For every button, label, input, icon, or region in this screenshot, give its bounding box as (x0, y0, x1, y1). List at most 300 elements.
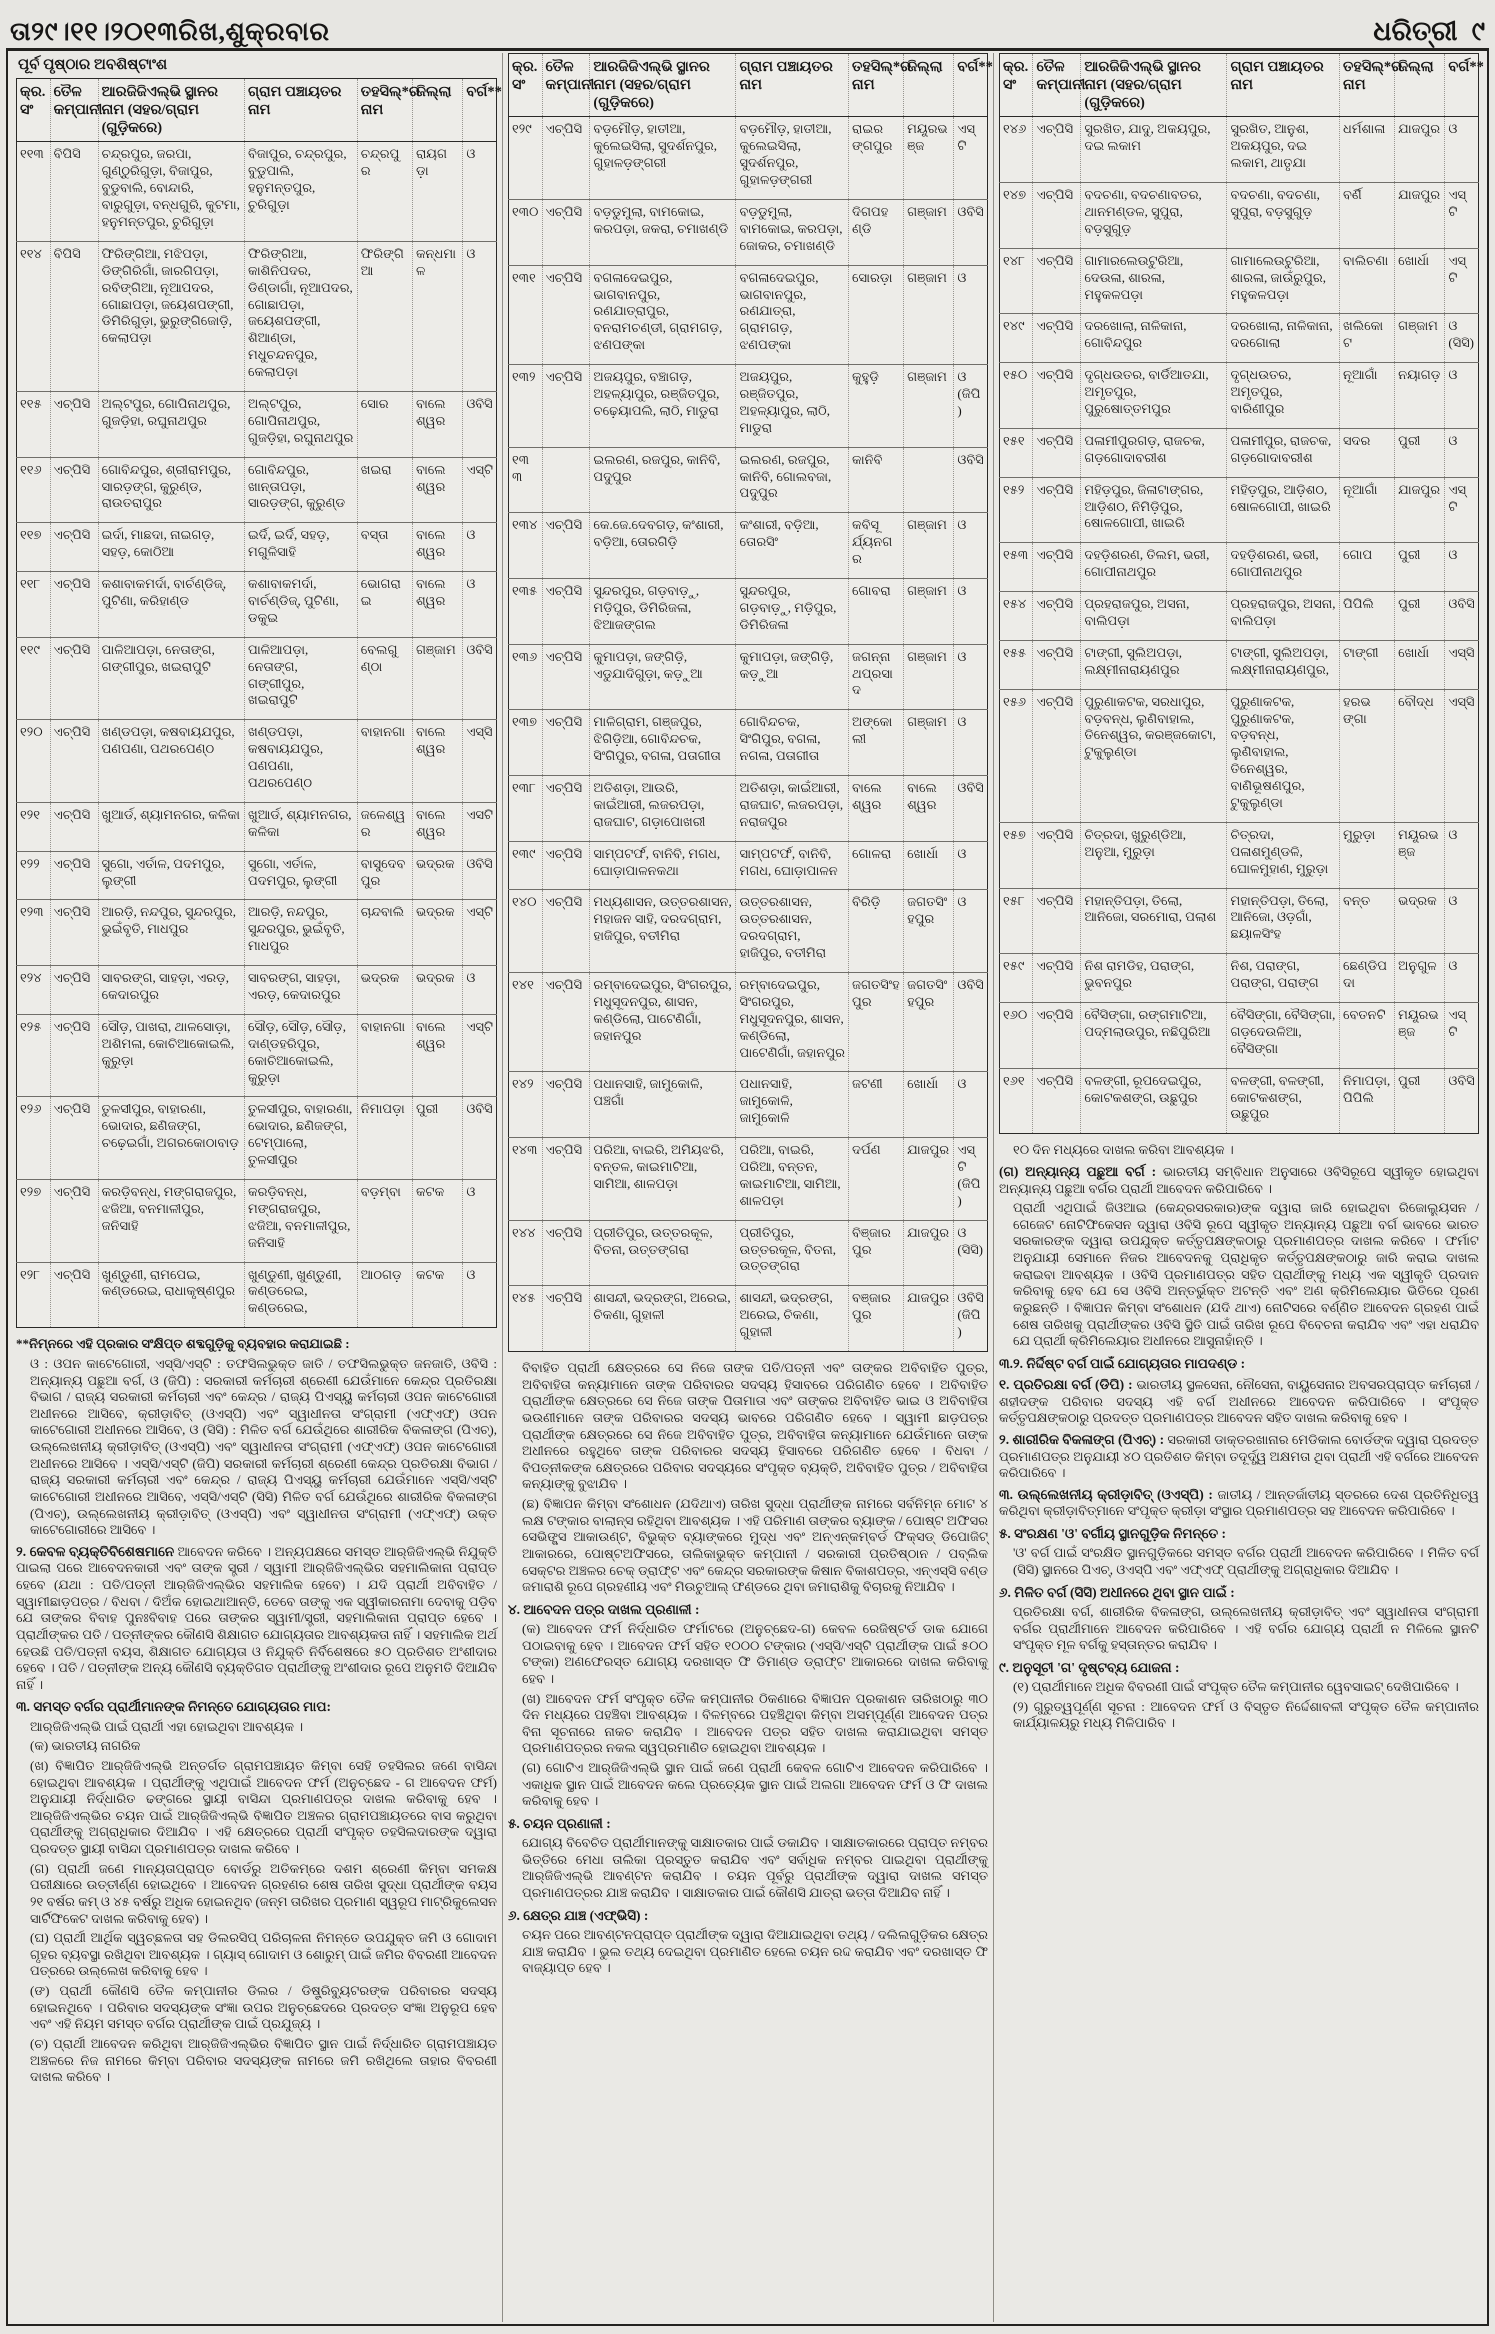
section-heading: ୬. ମିଳିତ ବର୍ଗ (ସିସି) ଅଧୀନରେ ଥିବା ସ୍ଥାନ ପାଇଁ : (998, 1584, 1235, 1600)
cell-tahasil-name: ବର୍ଣି (1340, 183, 1395, 249)
cell-oil-company: ଏଚ୍‌ପିସି (542, 973, 590, 1072)
cell-category: ଏସ୍‌ଟି (463, 900, 497, 966)
table-header-row (17, 79, 497, 142)
column-left (11, 53, 502, 2322)
cell-gram-panchayat-names: ବଗଳାଦେଇପୁର, ଭାଗବାନପୁର, ରଣଯାତ୍ରା, ଗ୍ରାମଗଡ଼, ଝଣପଙ୍କା (736, 265, 849, 364)
cell-serial-number: ୧୫୯ (999, 954, 1033, 1003)
cell-gram-panchayat-names: ଅଲ୍ଟପୁର, ଗୋପିନାଥପୁର, ଗୁଜଡ଼ିହା, ରଘୁନାଥପୁର (244, 391, 357, 457)
cell-serial-number: ୧୨୨ (17, 851, 51, 900)
table-row (999, 543, 1478, 592)
cell-serial-number: ୧୪୪ (508, 1220, 542, 1286)
table-row (999, 954, 1478, 1003)
footnote-paragraph: (ଙ) ପ୍ରାର୍ଥୀ କୌଣସି ତୈଳ କମ୍ପାନୀର ଡିଲର / ଡିଷ୍ଟ୍ରିବ୍ୟୁଟରଙ୍କ ପରିବାରର ସଦସ୍ୟ ହୋଇନଥିବେ । ପରିବାର ସଦସ୍ୟଙ୍କ ସଂଜ୍ଞା ଉପର ଅନୁଚ୍ଛେଦରେ ପ୍ରଦତ୍ତ ସଂଜ୍ଞା ଅନୁରୂପ ହେବ ଏବଂ ଏହି ନିୟମ ସମସ୍ତ ବର୍ଗର ପ୍ରାର୍ଥୀଙ୍କ ପାଇଁ ପ୍ରଯୁଜ୍ୟ । (30, 1983, 497, 2032)
cell-tahasil-name: ଖଇରା (357, 457, 412, 523)
cell-serial-number: ୧୨୮ (17, 1262, 51, 1328)
cell-district: ଗଞ୍ଜାମ (904, 710, 954, 776)
table-row (508, 513, 987, 579)
cell-district: ଭଦ୍ରକ (1395, 888, 1445, 954)
cell-district: ନୟାଗଡ଼ (1395, 363, 1445, 429)
cell-oil-company: ଏଚ୍‌ପିସି (50, 1097, 98, 1180)
cell-category: ଓବିସି (954, 775, 988, 841)
cell-oil-company: ଏଚ୍‌ପିସି (50, 523, 98, 572)
cell-district: ଗଞ୍ଜାମ (1395, 314, 1445, 363)
cell-category: ଓ (ଜିପି) (954, 365, 988, 448)
cell-serial-number: ୧୬୧ (999, 1068, 1033, 1134)
section-heading: ୯. ଅନୁସୂଚୀ 'ଗ' ଦୃଷ୍ଟବ୍ୟ ଯୋଜନା : (998, 1659, 1180, 1675)
footnote-paragraph: (ଖ) ବିଜ୍ଞାପିତ ଆର୍‌ଜିଜିଏଲ୍‌ଭି ଅନ୍ତର୍ଗତ ଗ୍ରାମପଞ୍ଚାୟତ କିମ୍ବା ସେହି ତହସିଲର ଜଣେ ବାସିନ୍ଦା ହୋଇଥିବା ଆବଶ୍ୟକ । ପ୍ରାର୍ଥୀଙ୍କୁ ଏଥିପାଇଁ ଆବେଦନ ଫର୍ମ (ଅନୁଚ୍ଛେଦ - ଗ ଆବେଦନ ଫର୍ମ) ଅନୁଯାୟୀ ନିର୍ଦ୍ଧାରିତ ଢଙ୍ଗରେ ସ୍ଥାୟୀ ବାସିନ୍ଦା ପ୍ରମାଣପତ୍ର ଦାଖଲ କରିବାକୁ ହେବ । ଆର୍‌ଜିଜିଏଲ୍‌ଭିର ଚୟନ ପାଇଁ ଆର୍‌ଜିଜିଏଲ୍‌ଭି ବିଜ୍ଞାପିତ ଅଞ୍ଚଳର ଗ୍ରାମପଞ୍ଚାୟତରେ ବାସ କରୁଥିବା ପ୍ରାର୍ଥୀଙ୍କୁ ଅଗ୍ରାଧିକାର ଦିଆଯିବ । ଏହି କ୍ଷେତ୍ରରେ ପ୍ରାର୍ଥୀ ସଂପୃକ୍ତ ତହସିଲଦାରଙ୍କ ଦ୍ୱାରା ପ୍ରଦତ୍ତ ସ୍ଥାୟୀ ବାସିନ୍ଦା ପ୍ରମାଣପତ୍ର ଦାଖଲ କରିବେ । (30, 1757, 497, 1857)
table-row (508, 775, 987, 841)
cell-gram-panchayat-names: କଂଶାରୀ, ବଡ଼ିଆ, ତୋରସିଂ (736, 513, 849, 579)
cell-category: ଏସ୍‌ଟି (1445, 248, 1479, 314)
cell-rgglv-place-names: ଦହଡ଼ିଶରଣ, ତିଲମ, ଭରୀ, ଗୋପୀନାଥପୁର (1081, 543, 1227, 592)
cell-serial-number: ୧୩୯ (508, 841, 542, 890)
cell-oil-company: ଏଚ୍‌ପିସି (542, 578, 590, 644)
table-row (508, 1072, 987, 1138)
cell-category: ଏସଟି (463, 802, 497, 851)
cell-oil-company: ଏଚ୍‌ପିସି (542, 710, 590, 776)
cell-category: ଏସ୍‌ଟି (954, 117, 988, 200)
cell-category: ଓ (463, 966, 497, 1015)
cell-gram-panchayat-names: ଦରଖୋଲା, ନାଳିକାନା, ଦରଗୋଲା (1227, 314, 1340, 363)
cell-district: ଖୋର୍ଧା (904, 841, 954, 890)
cell-gram-panchayat-names: ବଡ଼ଡୁମୁଲା, ବାମକୋଇ, କରପଡ଼ା, ଜୋକର, ଚମାଖଣ୍ଡି (736, 199, 849, 265)
cell-gram-panchayat-names: ଆରଡ଼ି, ନନ୍ଦପୁର, ସୁନ୍ଦରପୁର, ଭୁଇଁବୃତି, ମାଧପୁର (244, 900, 357, 966)
cell-district: ଯାଜପୁର (904, 1286, 954, 1352)
cell-gram-panchayat-names: ସୁଗୋ, ଏର୍ତାଳ, ପଦମପୁର, ଲୁଙ୍ଗୀ (244, 851, 357, 900)
cell-rgglv-place-names: ଗାମାରଲେଉଟୁରିଆ, ଦେଉଳା, ଶାରଳା, ମହୁକଳପଡ଼ା (1081, 248, 1227, 314)
cell-rgglv-place-names: ଚିତ୍ରଦା, ଖୁରୁଣ୍ଡିଆ, ଅନୁଆ, ମୁରୁଡ଼ା (1081, 822, 1227, 888)
cell-gram-panchayat-names: ବଳଙ୍ଗୀ, ବଳଙ୍ଗୀ, କୋଟକଶଙ୍ଗ, ଉଛୁପୁର (1227, 1068, 1340, 1134)
table-row (999, 183, 1478, 249)
cell-gram-panchayat-names: ଉତ୍ତରଶାସନ, ଉତ୍ତରଶାସନ, ଦରଦଗ୍ରାମ, ହାଜିପୁର, ବତୀମିରା (736, 890, 849, 973)
cell-gram-panchayat-names: ସାବରଙ୍ଗ, ସାହଡ଼ା, ଏରଡ଼, କେଦାରପୁର (244, 966, 357, 1015)
cell-gram-panchayat-names: ପ୍ରୀତିପୁର, ଉତ୍ତରକୂଳ, ବିତନା, ଉତ୍ତଙ୍ଗରା (736, 1220, 849, 1286)
cell-gram-panchayat-names: ଇଲରଣ, ରଜପୁର, କାନିବି, ଗୋଲବଜା, ପଦୁପୁର (736, 447, 849, 513)
inline-heading: ୨. କେବଳ ବ୍ୟକ୍ତିବିଶେଷମାନେ (16, 1543, 175, 1559)
cell-tahasil-name: ବାଲେଶ୍ୱର (849, 775, 904, 841)
cell-tahasil-name: ଗୋଳରା (849, 841, 904, 890)
cell-rgglv-place-names: ଖୁଆର୍ଡ, ଶ୍ୟାମନଗର, କଳିକା (98, 802, 244, 851)
table-row (17, 966, 497, 1015)
cell-oil-company: ଏଚ୍‌ପିସି (542, 644, 590, 710)
cell-category: ଓ (1445, 543, 1479, 592)
cell-rgglv-place-names: ଆରଡ଼ି, ନନ୍ଦପୁର, ସୁନ୍ଦରପୁର, ଭୁଇଁବୃତି, ମାଧପୁର (98, 900, 244, 966)
cell-serial-number: ୧୬୦ (999, 1003, 1033, 1069)
column-header: କ୍ର. ସଂ (999, 54, 1033, 117)
cell-serial-number: ୧୨୩ (17, 900, 51, 966)
cell-gram-panchayat-names: ନିଶ, ପରାଙ୍ଗ, ପରାଙ୍ଗ, ପରାଙ୍ଗ (1227, 954, 1340, 1003)
cell-category: ଓ (463, 1180, 497, 1263)
table-row (999, 363, 1478, 429)
table-row (17, 637, 497, 720)
cell-category: ଓବିସି (ଜିପି) (954, 1286, 988, 1352)
cell-gram-panchayat-names: ଦହଡ଼ିଶରଣ, ଭରୀ, ଗୋପୀନାଥପୁର (1227, 543, 1340, 592)
section-heading: ୩.୨. ନିର୍ଦ୍ଦିଷ୍ଟ ବର୍ଗ ପାଇଁ ଯୋଗ୍ୟତାର ମାପଦଣ୍ଡ : (998, 1355, 1246, 1371)
column-header: ଗ୍ରାମ ପଞ୍ଚାୟତର ନାମ (244, 79, 357, 142)
cell-district: ବାଲେଶ୍ୱର (412, 802, 462, 851)
cell-rgglv-place-names: କେ.ଜେ.ଦେବଗଡ଼, କଂଶାରୀ, ବଡ଼ିଆ, ତୋରଗିଡ଼ି (590, 513, 736, 579)
cell-gram-panchayat-names: ଦୃଗ୍ଧଉତର, ଅମୃତପୁର, ବାରିଣୀପୁର (1227, 363, 1340, 429)
cell-tahasil-name: କବିସୂର୍ଯ୍ୟନଗର (849, 513, 904, 579)
date-line: ତା୨୯।୧୧।୨୦୧୩ରିଖ,ଶୁକ୍ରବାର (10, 17, 330, 46)
footnote-paragraph: 'ଓ' ବର୍ଗ ପାଇଁ ସଂରକ୍ଷିତ ସ୍ଥାନଗୁଡ଼ିକରେ ସମସ୍ତ ବର୍ଗର ପ୍ରାର୍ଥୀ ଆବେଦନ କରିପାରିବେ । ମିଳିତ ବର୍ଗ (ସିସି) ସ୍ଥାନରେ ପିଏଚ୍, ଓଏସ୍‌ପି ଏବଂ ଏଫ୍‌ଏଫ୍ ପ୍ରାର୍ଥୀଙ୍କୁ ଅଗ୍ରାଧିକାର ଦିଆଯିବ । (1012, 1545, 1479, 1577)
table-row (508, 1220, 987, 1286)
cell-district: ଗଞ୍ଜାମ (412, 637, 462, 720)
cell-oil-company: ଏଚ୍‌ପିସି (1033, 592, 1081, 641)
cell-oil-company: ଏଚ୍‌ପିସି (50, 802, 98, 851)
cell-gram-panchayat-names: ପାଳିଆପଡ଼ା, ନେତାଙ୍ଗ, ଗଙ୍ଗୀପୁର, ଖଇରାପୁଟି (244, 637, 357, 720)
cell-district: ବାଲେଶ୍ୱର (904, 775, 954, 841)
cell-rgglv-place-names: ବଳଙ୍ଗୀ, ରୂପଦେଇପୁର, କୋଟକଶଙ୍ଗ, ଉଛୁପୁର (1081, 1068, 1227, 1134)
cell-oil-company: ଏଚ୍‌ପିସି (542, 1286, 590, 1352)
section-heading: ୪. ଆବେଦନ ପତ୍ର ଦାଖଲ ପ୍ରଣାଳୀ : (507, 1601, 700, 1617)
cell-district: କଟକ (412, 1180, 462, 1263)
cell-district: ବାଲେଶ୍ୱର (412, 391, 462, 457)
cell-tahasil-name: କୁହୁଡ଼ି (849, 365, 904, 448)
cell-category: ଓବିସି (463, 851, 497, 900)
cell-serial-number: ୧୩୮ (508, 775, 542, 841)
footnote-paragraph: (ଚ) ପ୍ରାର୍ଥୀ ଆବେଦନ କରିଥିବା ଆର୍‌ଜିଜିଏଲ୍‌ଭିର ବିଜ୍ଞାପିତ ସ୍ଥାନ ପାଇଁ ନିର୍ଦ୍ଧାରିତ ଗ୍ରାମପଞ୍ଚାୟତ ଅଞ୍ଚଳରେ ନିଜ ନାମରେ କିମ୍ବା ପରିବାର ସଦସ୍ୟଙ୍କ ନାମରେ ଜମି ରଖିଥିଲେ ତାହାର ବିବରଣୀ ଦାଖଲ କରିବେ । (30, 2035, 497, 2085)
cell-oil-company: ଏଚ୍‌ପିସି (542, 117, 590, 200)
cell-oil-company: ଏଚ୍‌ପିସି (50, 637, 98, 720)
cell-oil-company: ଏଚ୍‌ପିସି (1033, 428, 1081, 477)
cell-category: ଓବିସି (1445, 1068, 1479, 1134)
column-header: ଆରଜିଜିଏଲ୍‌ଭି ସ୍ଥାନର ନାମ (ସହର/ଗ୍ରାମ (ଗୁଡ଼ିକରେ) (1081, 54, 1227, 117)
table-row (999, 117, 1478, 183)
cell-serial-number: ୧୪୩ (508, 1138, 542, 1221)
cell-district: ଗଞ୍ଜାମ (904, 199, 954, 265)
cell-serial-number: ୧୫୨ (999, 477, 1033, 543)
footnote-paragraph: (ଛ) ବିଜ୍ଞାପନ କିମ୍ବା ସଂଶୋଧନ (ଯଦିଥାଏ) ତାରିଖ ସୁଦ୍ଧା ପ୍ରାର୍ଥୀଙ୍କ ନାମରେ ସର୍ବନିମ୍ନ ମୋଟ ୪ ଲକ୍ଷ ଟଙ୍କାର ବାଲାନ୍ସ ରହିଥିବା ଆବଶ୍ୟକ । ଏହି ପରିମାଣ ତାଙ୍କର ବ୍ୟାଙ୍କ / ପୋଷ୍ଟ ଅଫିସର ସେଭିଙ୍ଗ୍ସ ଆକାଉଣ୍ଟ, ବିଭୁକ୍ତ ବ୍ୟାଙ୍କରେ ମୁଦ୍ଧ ଏବଂ ଅନ୍‌ଏନ୍‌କମ୍ବର୍ଡ ଫିକ୍ସଡ୍ ଡିପୋଜିଟ୍ ଆକାରରେ, ପୋଷ୍ଟଅଫିସରେ, ତାଲିକାଭୁକ୍ତ କମ୍ପାନୀ / ସରକାରୀ ପ୍ରତିଷ୍ଠାନ / ପବ୍ଲିକ ସେକ୍ଟର ଅଞ୍ଚଳର ଚେକ୍ ଡ୍ରାଫ୍ଟ ଏବଂ କେନ୍ଦ୍ର ସରକାରଙ୍କ କିଷାନ ବିକାଶପତ୍ର, ଏନ୍‌ଏସ୍‌ସି ବଣ୍ଡ ଜମାରାଶି ରୂପେ ଗ୍ରହଣୀୟ ଏବଂ ମିଉଚୁଆଲ୍ ଫଣ୍ଡରେ ଥିବା ଜମାରାଶିକୁ ବିଚାରକୁ ନିଆଯିବ । (521, 1496, 988, 1595)
cell-serial-number: ୧୪୮ (999, 248, 1033, 314)
cell-district: ଭଦ୍ରକ (412, 900, 462, 966)
cell-district: ଖୋର୍ଧା (1395, 248, 1445, 314)
cell-tahasil-name: ଜଳେଶ୍ୱର (357, 802, 412, 851)
table-row (17, 1097, 497, 1180)
cell-serial-number: ୧୪୯ (999, 314, 1033, 363)
table-row (999, 689, 1478, 822)
cell-category: ଓବିସି (954, 199, 988, 265)
cell-serial-number: ୧୧୫ (17, 391, 51, 457)
cell-rgglv-place-names: ପୁରୁଣାକଟକ, ସରଧାପୁର, ବଡ଼ବନ୍ଧ, ଲୁଣିବାହାଲ, ତିନେଶ୍ୱର, କରଞ୍ଜକୋଟା, ଟୁକୁଲୁଣ୍ଡା (1081, 689, 1227, 822)
column-header: ଜିଲ୍ଲା (904, 54, 954, 117)
cell-oil-company: ଏଚ୍‌ପିସି (542, 513, 590, 579)
cell-category: ଓ (463, 1262, 497, 1328)
table-row (999, 428, 1478, 477)
footnote-paragraph: (ଗ) ଗୋଟିଏ ଆର୍‌ଜିଜିଏଲ୍‌ଭି ସ୍ଥାନ ପାଇଁ ଜଣେ ପ୍ରାର୍ଥୀ କେବଳ ଗୋଟିଏ ଆବେଦନ କରିପାରିବେ । ଏକାଧିକ ସ୍ଥାନ ପାଇଁ ଆବେଦନ କଲେ ପ୍ରତ୍ୟେକ ସ୍ଥାନ ପାଇଁ ଅଲଗା ଆବେଦନ ଫର୍ମ ଓ ଫି ଦାଖଲ କରିବାକୁ ହେବ । (521, 1760, 988, 1809)
cell-serial-number: ୧୫୫ (999, 640, 1033, 689)
cell-rgglv-place-names: ଇର୍ଦା, ମାଛଦା, ନାଇଗଡ଼, ସହଡ଼, କୋଠିଆ (98, 523, 244, 572)
cell-rgglv-place-names: ଫିରିଙ୍ଗିଆ, ମଝିପଡ଼ା, ଡିଙ୍ଗିରିଗାଁ, ଜାରଗିପଡ଼ା, ରବିଙ୍ଗିଆ, ନୂଆପଦର, ଗୋଛାପଡ଼ା, ଜୟେଶପଙ୍ଗୀ, ଡିମିରିଗୁଡ଼ା, ଭୁରୁଙ୍ଗିଜୋଡ଼ି, କେଲାପଡ଼ା (98, 241, 244, 391)
cell-category: ଏସ୍‌ଟି (1445, 1003, 1479, 1069)
cell-rgglv-place-names: ଅତିଶଡ଼ା, ଆଉରି, କାଇଁଆରୀ, ଲଜରପଡ଼ା, ରାଜଘାଟ, ଗଡ଼ାପୋଖରୀ (590, 775, 736, 841)
announcement-box (6, 48, 1489, 2326)
cell-category: ଏସ୍‌ଟି (1445, 477, 1479, 543)
table-row (508, 644, 987, 710)
cell-oil-company: ଏଚ୍‌ପିସି (542, 265, 590, 364)
cell-rgglv-place-names: ମହିଡ଼ପୁର, ଜିଳାଟାଙ୍ଗର, ଆଡ଼ିଶଠ, ନିମିଡ଼ିପୁର, ଷୋଳଗୋପୀ, ଖାଇରି (1081, 477, 1227, 543)
cell-rgglv-place-names: ପ୍ରୀତିପୁର, ଉତ୍ତରକୂଳ, ବିତନା, ଉତ୍ତଙ୍ଗରା (590, 1220, 736, 1286)
section-heading: ୫. ସଂରକ୍ଷଣ 'ଓ' ବର୍ଗୀୟ ସ୍ଥାନଗୁଡ଼ିକ ନିମନ୍ତେ : (998, 1526, 1227, 1542)
cell-category: ଏସ୍‌ସି (463, 720, 497, 803)
table-row (508, 1286, 987, 1352)
cell-oil-company: ଏଚ୍‌ପିସି (50, 966, 98, 1015)
cell-tahasil-name: ଆଠଗଡ଼ (357, 1262, 412, 1328)
table-host-left (16, 78, 502, 1328)
column-header: ଆରଜିଜିଏଲ୍‌ଭି ସ୍ଥାନର ନାମ (ସହର/ଗ୍ରାମ (ଗୁଡ଼ିକରେ) (98, 79, 244, 142)
cell-oil-company: ଏଚ୍‌ପିସି (542, 365, 590, 448)
rgglv-table-middle (508, 53, 993, 1352)
footnote-paragraph: ଚୟନ ପରେ ଆବଣ୍ଟନପ୍ରାପ୍ତ ପ୍ରାର୍ଥୀଙ୍କ ଦ୍ୱାରା ଦିଆଯାଇଥିବା ତଥ୍ୟ / ଦଲିଲଗୁଡ଼ିକର କ୍ଷେତ୍ର ଯାଞ୍ଚ କରାଯିବ । ଭୁଲ ତଥ୍ୟ ଦେଇଥିବା ପ୍ରମାଣିତ ହେଲେ ଚୟନ ରଦ୍ଦ କରାଯିବ ଏବଂ ଦରଖାସ୍ତ ଫି ବାଜ୍ୟାପ୍ତ ହେବ । (521, 1926, 988, 1976)
cell-tahasil-name: ବସ୍ତା (357, 523, 412, 572)
cell-rgglv-place-names: ଇଲରଣ, ରଜପୁର, କାନିବି, ପଦୁପୁର (590, 447, 736, 513)
cell-oil-company: ଏଚ୍‌ପିସି (1033, 117, 1081, 183)
footnote-paragraph: ୧. ପ୍ରତିରକ୍ଷା ବର୍ଗ (ଡିପି) : ଭାରତୀୟ ସ୍ଥଳସେନା, ନୌସେନା, ବାୟୁସେନାର ଅବସରପ୍ରାପ୍ତ କର୍ମଚାରୀ / ଶହୀଦଙ୍କ ପରିବାର ସଦସ୍ୟ ଏହି ବର୍ଗ ଅଧୀନରେ ଆବେଦନ କରିପାରିବେ । ସଂପୃକ୍ତ କର୍ତ୍ତୃପକ୍ଷଙ୍କଠାରୁ ପ୍ରଦତ୍ତ ପ୍ରମାଣପତ୍ର ଆବେଦନ ସହିତ ଦାଖଲ କରିବାକୁ ହେବ । (998, 1377, 1479, 1426)
cell-serial-number: ୧୪୫ (508, 1286, 542, 1352)
table-row (999, 314, 1478, 363)
cell-rgglv-place-names: ତୁଳସୀପୁର, ବାହାରଣା, ଭୋଦାର, ଛଣିଜଙ୍ଗ, ଚଢ଼େଇଗାଁ, ଅଗରକୋଠାବାଡ଼ (98, 1097, 244, 1180)
cell-serial-number: ୧୫୪ (999, 592, 1033, 641)
cell-serial-number: ୧୧୯ (17, 637, 51, 720)
table-row (17, 900, 497, 966)
cell-serial-number: ୧୨୦ (17, 720, 51, 803)
column-header: କ୍ର. ସଂ (17, 79, 51, 142)
table-host-middle (508, 53, 993, 1352)
cell-serial-number: ୧୫୧ (999, 428, 1033, 477)
cell-district: ଯାଜପୁର (904, 1138, 954, 1221)
cell-tahasil-name: ହରଭଙ୍ଗା (1340, 689, 1395, 822)
cell-rgglv-place-names: ପ୍ରହରାଜପୁର, ଅସନା, ବାଲିପଡ଼ା (1081, 592, 1227, 641)
cell-gram-panchayat-names: କୁମାପଡ଼ା, ଜଙ୍ଗିଡ଼ି, କଡ଼ୁଆ (736, 644, 849, 710)
footnote-paragraph: ଯୋଗ୍ୟ ବିବେଚିତ ପ୍ରାର୍ଥୀମାନଙ୍କୁ ସାକ୍ଷାତକାର ପାଇଁ ଡକାଯିବ । ସାକ୍ଷାତକାରରେ ପ୍ରାପ୍ତ ନମ୍ବର ଭିତ୍ତିରେ ମେଧା ତାଲିକା ପ୍ରସ୍ତୁତ କରାଯିବ ଏବଂ ସର୍ବାଧିକ ନମ୍ବର ପାଇଥିବା ପ୍ରାର୍ଥୀଙ୍କୁ ଆର୍‌ଜିଜିଏଲ୍‌ଭି ଆବଣ୍ଟନ କରାଯିବ । ଚୟନ ପୂର୍ବରୁ ପ୍ରାର୍ଥୀଙ୍କ ଦ୍ୱାରା ଦାଖଲ ସମସ୍ତ ପ୍ରମାଣପତ୍ରର ଯାଞ୍ଚ କରାଯିବ । ସାକ୍ଷାତକାର ପାଇଁ କୌଣସି ଯାତ୍ରା ଭତ୍ତା ଦିଆଯିବ ନାହିଁ । (521, 1835, 988, 1901)
cell-rgglv-place-names: ଶାସନ୍ଦୀ, ଭଦ୍ରଙ୍ଗ, ଅରେଇ, ଚିକଣା, ଗୁହାଳୀ (590, 1286, 736, 1352)
cell-tahasil-name: ଖଲିକୋଟ (1340, 314, 1395, 363)
cell-oil-company: ଏଚ୍‌ପିସି (1033, 477, 1081, 543)
cell-gram-panchayat-names: ମହିଡ଼ପୁର, ଆଡ଼ିଶଠ, ଷୋଳଗୋପୀ, ଖାଇରି (1227, 477, 1340, 543)
cell-oil-company: ଏଚ୍‌ପିସି (542, 890, 590, 973)
column-header: ଆରଜିଜିଏଲ୍‌ଭି ସ୍ଥାନର ନାମ (ସହର/ଗ୍ରାମ (ଗୁଡ଼ିକରେ) (590, 54, 736, 117)
cell-gram-panchayat-names: ପୁରୁଣାକଟକ, ପୁରୁଣାକଟକ, ବଡ଼ବନ୍ଧ, ଲୁଣିବାହାଲ, ତିନେଶ୍ୱର, ବାଣିଭୂଷଣପୁର, ଟୁକୁଲୁଣ୍ଡା (1227, 689, 1340, 822)
cell-tahasil-name: ମୁରୁଡ଼ା (1340, 822, 1395, 888)
cell-serial-number: ୧୪୭ (999, 183, 1033, 249)
cell-tahasil-name: ବାଲିଚଣା (1340, 248, 1395, 314)
table-row (17, 241, 497, 391)
cell-serial-number: ୧୧୬ (17, 457, 51, 523)
cell-category: ଓବିସି (954, 447, 988, 513)
cell-category: ଓବିସି (1445, 592, 1479, 641)
cell-tahasil-name: ନିମାପଡ଼ା, ପିପିଲି (1340, 1068, 1395, 1134)
table-header-row (999, 54, 1478, 117)
cell-district: କଟକ (412, 1262, 462, 1328)
cell-district: ବାଲେଶ୍ୱର (412, 572, 462, 638)
rgglv-table-left (16, 78, 502, 1328)
cell-district: ଖୋର୍ଧା (904, 1072, 954, 1138)
cell-district: ଯାଜପୁର (904, 1220, 954, 1286)
cell-tahasil-name: ବଞ୍ଜାରପୁର (849, 1286, 904, 1352)
cell-serial-number: ୧୩୫ (508, 578, 542, 644)
cell-oil-company: ଏଚ୍‌ପିସି (50, 1014, 98, 1097)
cell-rgglv-place-names: ସାମ୍ପଟର୍ଫ, ବାନିବି, ମଗଧ, ଘୋଡ଼ାପାଳନକଥା (590, 841, 736, 890)
column-layout (11, 53, 1484, 2322)
cell-oil-company: ଏଚ୍‌ପିସି (1033, 543, 1081, 592)
cell-rgglv-place-names: ବୈସିଙ୍ଗା, ରଙ୍ଗମାଟିଆ, ପଦ୍ମଲାଉପୁର, ନଛିପୁରିଆ (1081, 1003, 1227, 1069)
cell-rgglv-place-names: ଅଜୟପୁର, ବଞ୍ଚାଗଡ଼, ଅହଳ୍ୟାପୁର, ରଞ୍ଜିତପୁର, ଚଢ଼େୟାପଲି, ଲାଠି, ମାଡୁରା (590, 365, 736, 448)
cell-serial-number: ୧୫୩ (999, 543, 1033, 592)
cell-category: ଓ (ସିସି) (1445, 314, 1479, 363)
cell-serial-number: ୧୨୭ (17, 1180, 51, 1263)
cell-gram-panchayat-names: ଅତିଶଡ଼ା, କାଇଁଆରୀ, ରାଜଘାଟ, ଲଜରପଡ଼ା, ନରାଜପୁର (736, 775, 849, 841)
cell-tahasil-name: ନୂଆଗାଁ (1340, 477, 1395, 543)
cell-gram-panchayat-names: ଗୋବିନ୍ଦଚକ, ସିଂଗିପୁର, ବଗଳା, ନଗଳା, ପତାଗୀତା (736, 710, 849, 776)
table-row (17, 391, 497, 457)
cell-category: ଏସ୍‌ଟି (1445, 183, 1479, 249)
cell-gram-panchayat-names: ରମ୍ବାଦେଇପୁର, ସିଂଗରପୁର, ମଧୁସୂଦନପୁର, ଶାସନ, କଣ୍ଡିଲୋ, ପାଟେଣିଗାଁ, ଜହାନପୁର (736, 973, 849, 1072)
cell-rgglv-place-names: ସୁଗୋ, ଏର୍ତାଳ, ପଦମପୁର, ଲୁଙ୍ଗୀ (98, 851, 244, 900)
cell-serial-number: ୧୩୩ (508, 447, 542, 513)
table-row (17, 142, 497, 241)
cell-tahasil-name: ଗୋବରା (849, 578, 904, 644)
cell-district: ବାଲେଶ୍ୱର (412, 720, 462, 803)
cell-category: ଓ (954, 710, 988, 776)
cell-serial-number: ୧୩୪ (508, 513, 542, 579)
table-row (999, 888, 1478, 954)
cell-district: କନ୍ଧମାଳ (412, 241, 462, 391)
cell-category: ଓ (1445, 363, 1479, 429)
inline-heading: ୨. ଶାରୀରିକ ବିକଳାଙ୍ଗ (ପିଏଚ୍) : (998, 1431, 1165, 1447)
cell-tahasil-name: ବେଲଗୁଣ୍ଠା (357, 637, 412, 720)
cell-district: ଭଦ୍ରକ (412, 966, 462, 1015)
cell-gram-panchayat-names: କଶାବାକମର୍ଦା, ବାର୍ଚଣ୍ଡିଜ୍, ପୁଟିଣା, ଡକୁଇ (244, 572, 357, 638)
cell-tahasil-name: ବେତନଟି (1340, 1003, 1395, 1069)
footnote-paragraph: (ଗ) ପ୍ରାର୍ଥୀ ଜଣେ ମାନ୍ୟତାପ୍ରାପ୍ତ ବୋର୍ଡରୁ ଅତିକମ୍‌ରେ ଦଶମ ଶ୍ରେଣୀ କିମ୍ବା ସମକକ୍ଷ ପରୀକ୍ଷାରେ ଉତ୍ତୀର୍ଣ୍ଣ ହୋଇଥିବେ । ଆବେଦନ ଗ୍ରହଣର ଶେଷ ତାରିଖ ସୁଦ୍ଧା ପ୍ରାର୍ଥୀଙ୍କ ବୟସ ୨୧ ବର୍ଷର କମ୍ ଓ ୪୫ ବର୍ଷରୁ ଅଧିକ ହୋଇନଥିବ (ଜନ୍ମ ତାରିଖର ପ୍ରମାଣ ସ୍ୱରୂପ ମାଟ୍ରିକୁଲେସନ ସାର୍ଟିଫିକେଟ ଦାଖଲ କରିବାକୁ ହେବ) । (30, 1860, 497, 1926)
table-row (508, 710, 987, 776)
cell-oil-company: ଏଚ୍‌ପିସି (1033, 822, 1081, 888)
table-row (508, 1138, 987, 1221)
cell-oil-company: ଏଚ୍‌ପିସି (50, 1180, 98, 1263)
cell-serial-number: ୧୩୨ (508, 365, 542, 448)
cell-serial-number: ୧୧୩ (17, 142, 51, 241)
column-right (993, 53, 1484, 2322)
table-row (508, 447, 987, 513)
table-row (508, 890, 987, 973)
cell-gram-panchayat-names: ସୁନ୍ଦରପୁର, ଗଡ଼ବାଡ଼ୁ, ମଡ଼ିପୁର, ଡିମିରିଜଳା (736, 578, 849, 644)
table-row (17, 851, 497, 900)
cell-category: ଓ (ସିସି) (954, 1220, 988, 1286)
footnote-paragraph: ୩. ଉଲ୍ଲେଖନୀୟ କ୍ରୀଡ଼ାବିତ୍ (ଓଏସ୍‌ପି) : ଜାତୀୟ / ଆନ୍ତର୍ଜାତୀୟ ସ୍ତରରେ ଦେଶ ପ୍ରତିନିଧିତ୍ୱ କରିଥିବା କ୍ରୀଡ଼ାବିତ୍‌ମାନେ ସଂପୃକ୍ତ କ୍ରୀଡ଼ା ସଂସ୍ଥାର ପ୍ରମାଣପତ୍ର ସହ ଆବେଦନ କରିପାରିବେ । (998, 1486, 1479, 1519)
footnote-paragraph: ପ୍ରତିରକ୍ଷା ବର୍ଗ, ଶାରୀରିକ ବିକଳାଙ୍ଗ, ଉଲ୍ଲେଖନୀୟ କ୍ରୀଡ଼ାବିତ୍ ଏବଂ ସ୍ୱାଧୀନତା ସଂଗ୍ରାମୀ ବର୍ଗର ପ୍ରାର୍ଥୀମାନେ ଆବେଦନ କରିପାରିବେ । ଏହି ବର୍ଗର ଯୋଗ୍ୟ ପ୍ରାର୍ଥୀ ନ ମିଳିଲେ ସ୍ଥାନଟି ସଂପୃକ୍ତ ମୂଳ ବର୍ଗକୁ ହସ୍ତାନ୍ତର କରାଯିବ । (1012, 1603, 1479, 1653)
table-row (17, 1180, 497, 1263)
cell-district: ଗଞ୍ଜାମ (904, 365, 954, 448)
cell-rgglv-place-names: ପଧାନସାହି, ଜାମୁକୋଳି, ପଞ୍ଚଗାଁ (590, 1072, 736, 1138)
cell-serial-number: ୧୧୮ (17, 572, 51, 638)
cell-gram-panchayat-names: ପରିଆ, ବାଇରି, ପରିଆ, ବନ୍ତନ, କାଇମାଟିଆ, ସାମିଆ, ଶାଳପଡ଼ା (736, 1138, 849, 1221)
cell-gram-panchayat-names: ବିଜାପୁର, ଚନ୍ଦ୍ରପୁର, ବୁଡୁପାଲି, ହନୁମନ୍ତପୁର, ଚୁରିଗୁଡ଼ା (244, 142, 357, 241)
column-header: ବର୍ଗ** (954, 54, 988, 117)
table-row (999, 640, 1478, 689)
table-row (508, 973, 987, 1072)
cell-tahasil-name: ବାହାନଗା (357, 1014, 412, 1097)
cell-oil-company: ଏଚ୍‌ପିସି (50, 457, 98, 523)
footnote-paragraph: (କ) ଆବେଦନ ଫର୍ମ ନିର୍ଦ୍ଧାରିତ ଫର୍ମାଟରେ (ଅନୁଚ୍ଛେଦ-ଗ) କେବଳ ରେଜିଷ୍ଟର୍ଡ ଡାକ ଯୋଗେ ପଠାଇବାକୁ ହେବ । ଆବେଦନ ଫର୍ମ ସହିତ ୧୦୦୦ ଟଙ୍କାର (ଏସ୍‌ସି/ଏସ୍‌ଟି ପ୍ରାର୍ଥୀଙ୍କ ପାଇଁ ୫୦୦ ଟଙ୍କା) ଅଣଫେରସ୍ତ ଯୋଗ୍ୟ ଦରଖାସ୍ତ ଫି ଡିମାଣ୍ଡ ଡ୍ରାଫ୍ଟ ଆକାରରେ ଦାଖଲ କରିବାକୁ ହେବ । (521, 1621, 988, 1686)
cell-district: ପୁରୀ (1395, 543, 1445, 592)
cell-serial-number: ୧୪୨ (508, 1072, 542, 1138)
cell-tahasil-name: ଦର୍ପଣ (849, 1138, 904, 1221)
paper-name-and-page (1373, 16, 1485, 48)
cell-rgglv-place-names: ସୌଡ଼, ପାଖରା, ଥାଳସୋଡ଼ା, ଅଶିମଳା, କୋଚିଆକୋଇଲି, କୁରୁଡ଼ା (98, 1014, 244, 1097)
table-row (508, 117, 987, 200)
cell-gram-panchayat-names: ଖଣ୍ଡପଡ଼ା, କଷବାୟଯପୁର, ପଣପଣା, ପଥରପେଣ୍ଠ (244, 720, 357, 803)
cell-category: ଓ (1445, 888, 1479, 954)
cell-district: ଗଞ୍ଜାମ (904, 265, 954, 364)
footnote-paragraph: (୨) ଗୁରୁତ୍ୱପୂର୍ଣ୍ଣ ସୂଚନା : ଆବେଦନ ଫର୍ମ ଓ ବିସ୍ତୃତ ନିର୍ଦ୍ଦେଶାବଳୀ ସଂପୃକ୍ତ ତୈଳ କମ୍ପାନୀର କାର୍ଯ୍ୟାଳୟରୁ ମଧ୍ୟ ମିଳିପାରିବ । (1012, 1698, 1479, 1731)
cell-rgglv-place-names: ଦୃଗ୍ଧଉତର, ବାର୍ଡିଆତଯା, ଅମୃତପୁର, ପୁରୁଷୋତ୍ତମପୁର (1081, 363, 1227, 429)
cell-category: ଓବିସି (463, 637, 497, 720)
section-heading: ୫. ଚୟନ ପ୍ରଣାଳୀ : (507, 1815, 611, 1831)
cell-serial-number: ୧୨୯ (508, 117, 542, 200)
inline-heading: ୩. ଉଲ୍ଲେଖନୀୟ କ୍ରୀଡ଼ାବିତ୍ (ଓଏସ୍‌ପି) : (998, 1486, 1213, 1502)
cell-oil-company: ଏଚ୍‌ପିସି (542, 841, 590, 890)
cell-tahasil-name: ଫିରିଙ୍ଗିଆ (357, 241, 412, 391)
cell-oil-company: ଏଚ୍‌ପିସି (542, 1138, 590, 1221)
cell-serial-number: ୧୫୬ (999, 689, 1033, 822)
cell-oil-company: ଏଚ୍‌ପିସି (1033, 183, 1081, 249)
cell-rgglv-place-names: ସୁନ୍ଦରପୁର, ଗଡ଼ବାଡ଼ୁ, ମଡ଼ିପୁର, ଡିମିରିଜଳା, ଝିଆଜଙ୍ଗଲ (590, 578, 736, 644)
cell-district: ଯାଜପୁର (1395, 117, 1445, 183)
table-row (508, 841, 987, 890)
cell-gram-panchayat-names: ଟାଙ୍ଗୀ, ସୁଲିଅପଡ଼ା, ଲକ୍ଷ୍ମୀନାରାୟଣପୁର, (1227, 640, 1340, 689)
column-header: ବର୍ଗ** (1445, 54, 1479, 117)
cell-serial-number: ୧୨୫ (17, 1014, 51, 1097)
cell-district: ଖୋର୍ଧା (1395, 640, 1445, 689)
cell-rgglv-place-names: ମଧ୍ୟଶାସନ, ଉତ୍ତରଶାସନ, ମହାଜନ ସାହି, ଦରଦଗ୍ରାମ, ହାଜିପୁର, ବତୀମିରା (590, 890, 736, 973)
column-header: ତହସିଲ୍‌*ର ନାମ (1340, 54, 1395, 117)
cell-rgglv-place-names: ଚନ୍ଦ୍ରପୁର, ଜରପା, ଗୁଣ୍ଠୁରିଗୁଡ଼ା, ବିଜାପୁର, ବୁଡୁବାଲି, ବୋନ୍ଦାରି, ବାରୁଗୁଡ଼ା, ବନ୍ଧଗୁରି, କୁଟମା, ହନୁମନ୍ତପୁର, ଚୁରିଗୁଡ଼ା (98, 142, 244, 241)
footnote-paragraph: (ଗ) ଅନ୍ୟାନ୍ୟ ପଛୁଆ ବର୍ଗ : ଭାରତୀୟ ସମ୍ବିଧାନ ଅନୁସାରେ ଓବିସିରୂପେ ସ୍ୱୀକୃତ ହୋଇଥିବା ଅନ୍ୟାନ୍ୟ ପଛୁଆ ବର୍ଗର ପ୍ରାର୍ଥୀ ଆବେଦନ କରିପାରିବେ । (998, 1163, 1479, 1196)
footnote-paragraph: ଆର୍‌ଜିଜିଏଲ୍‌ଭି ପାଇଁ ପ୍ରାର୍ଥୀ ଏହା ହୋଇଥିବା ଆବଶ୍ୟକ । (30, 1718, 304, 1734)
cell-district: ଗଞ୍ଜାମ (904, 644, 954, 710)
cell-oil-company: ବିପିସି (50, 142, 98, 241)
cell-tahasil-name: ସୋର (357, 391, 412, 457)
cell-gram-panchayat-names: ମହାନ୍ତିପଡ଼ା, ତିଲୋ, ଆନିଜୋ, ଓଡ଼ଗାଁ, ଛୟାଳସିଂହ (1227, 888, 1340, 954)
table-row (508, 199, 987, 265)
table-row (999, 822, 1478, 888)
cell-category: ଓବିସି (463, 1097, 497, 1180)
cell-rgglv-place-names: ପରିଆ, ବାଇରି, ଅମିୟଝରି, ବନ୍ତଳ, କାଇମାଟିଆ, ସାମିଆ, ଶାଳପଡ଼ା (590, 1138, 736, 1221)
table-row (17, 720, 497, 803)
cell-serial-number: ୧୫୦ (999, 363, 1033, 429)
cell-gram-panchayat-names: ସାମ୍ପଟର୍ଫ, ବାନିବି, ମଗଧ, ଘୋଡ଼ାପାଳନ (736, 841, 849, 890)
column-header: କ୍ର. ସଂ (508, 54, 542, 117)
cell-rgglv-place-names: ପଳାମୀପୁରଗଡ଼, ରାଜଚକ, ଗଡ଼ଗୋଦାବରୀଶ (1081, 428, 1227, 477)
cell-category: ଓ (1445, 822, 1479, 888)
continuation-label: ପୂର୍ବ ପୃଷ୍ଠାର ଅବଶିଷ୍ଟାଂଶ (18, 57, 168, 73)
rgglv-table-right (999, 53, 1484, 1134)
footnote-paragraph: (ଘ) ପ୍ରାର୍ଥୀ ଆର୍ଥିକ ସ୍ୱଚ୍ଛଳତା ସହ ଡିଲରସିପ୍ ପରିଚାଳନା ନିମନ୍ତେ ଉପଯୁକ୍ତ ଜମି ଓ ଗୋଦାମ ଗୃହର ବ୍ୟବସ୍ଥା ରଖିଥିବା ଆବଶ୍ୟକ । ଗ୍ୟାସ୍ ଗୋଦାମ ଓ ଶୋରୁମ୍ ପାଇଁ ଜମିର ବିବରଣୀ ଆବେଦନ ପତ୍ରରେ ଉଲ୍ଲେଖ କରିବାକୁ ହେବ । (30, 1930, 497, 1979)
cell-category: ଓ (954, 578, 988, 644)
cell-category: ଓ (954, 841, 988, 890)
inline-heading: ୧. ପ୍ରତିରକ୍ଷା ବର୍ଗ (ଡିପି) : (998, 1377, 1133, 1393)
cell-rgglv-place-names: ଖଣ୍ଡପଡ଼ା, କଷବାୟଯପୁର, ପଣପଣା, ପଥରପେଣ୍ଠ (98, 720, 244, 803)
cell-category: ଓ (463, 241, 497, 391)
cell-rgglv-place-names: ସାବରଙ୍ଗ, ସାହଡ଼ା, ଏରଡ଼, କେଦାରପୁର (98, 966, 244, 1015)
cell-serial-number: ୧୩୧ (508, 265, 542, 364)
cell-tahasil-name: ଦିଗପହଣ୍ଡି (849, 199, 904, 265)
cell-serial-number: ୧୩୭ (508, 710, 542, 776)
cell-rgglv-place-names: ଟାଙ୍ଗୀ, ସୁଲିଅପଡ଼ା, ଲକ୍ଷ୍ମୀନାରାୟଣପୁର (1081, 640, 1227, 689)
cell-oil-company: ଏଚ୍‌ପିସି (1033, 1003, 1081, 1069)
cell-tahasil-name: ନିମାପଡ଼ା (357, 1097, 412, 1180)
cell-rgglv-place-names: ଦରଖୋଲା, ନାଳିକାନା, ଗୋବିନ୍ଦପୁର (1081, 314, 1227, 363)
